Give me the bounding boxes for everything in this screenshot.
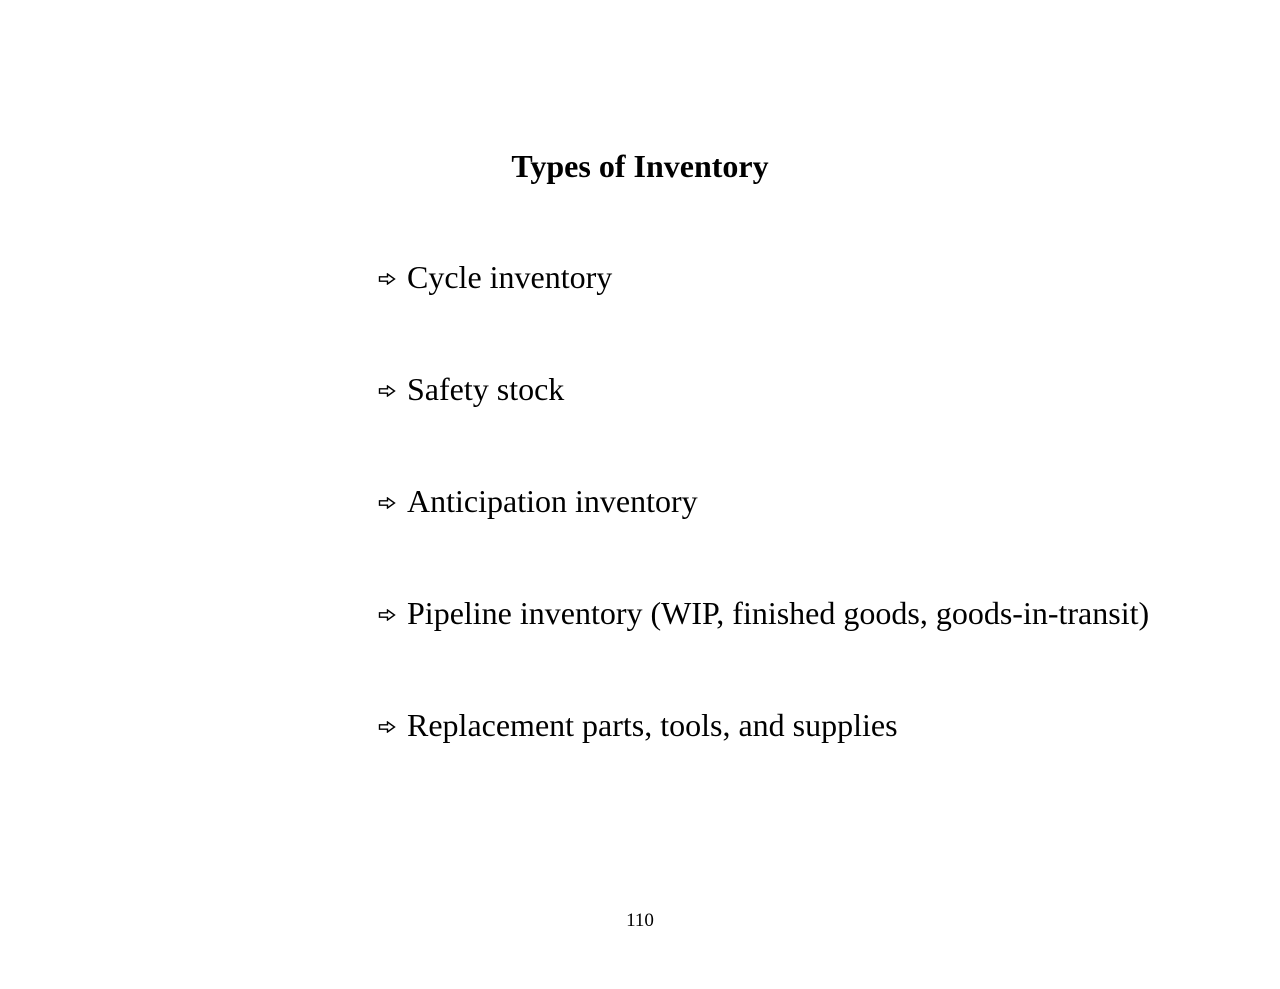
hollow-right-arrow-icon [378,258,400,300]
list-item-label: Pipeline inventory (WIP, finished goods, goods-in-transit) [407,595,1150,631]
bullet-list [378,256,1149,816]
list-item [378,480,1149,592]
hollow-right-arrow-icon [378,706,400,748]
list-item-label: Replacement parts, tools, and supplies [407,707,898,743]
list-item [378,256,1149,368]
hollow-right-arrow-icon [378,370,400,412]
list-item [378,704,1149,816]
page-title: Types of Inventory [511,148,769,184]
hollow-right-arrow-icon [378,594,400,636]
list-item [378,592,1149,704]
list-item-label: Anticipation inventory [407,483,698,519]
hollow-right-arrow-icon [378,482,400,524]
page-number: 110 [626,910,654,931]
list-item [378,368,1149,480]
list-item-label: Safety stock [407,371,565,407]
list-item-label: Cycle inventory [407,259,613,295]
